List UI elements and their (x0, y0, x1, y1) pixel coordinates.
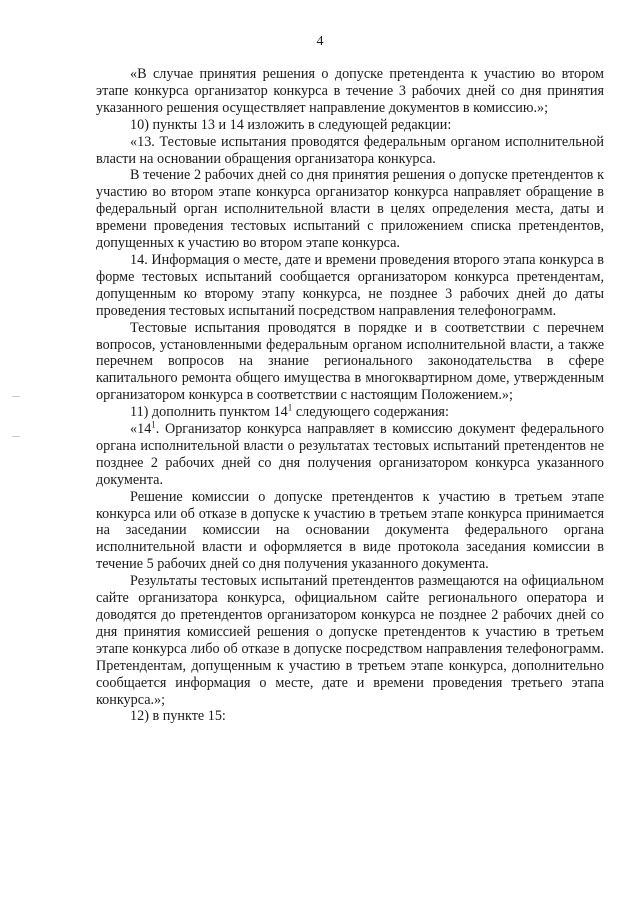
paragraph-clause-14-1-sup: 1 (151, 419, 156, 430)
paragraph-item-11-post: следующего содержания: (292, 404, 449, 421)
paragraph-item-10: 10) пункты 13 и 14 изложить в следующей редакции: (130, 116, 452, 133)
paragraph-item-12: 12) в пункте 15: (130, 708, 226, 725)
paragraph-item-11-pre: 11) дополнить пунктом 14 (130, 404, 288, 421)
paragraph-clause-13-detail: В течение 2 рабочих дней со дня принятия решения о допуске претендентов к участию во втором этапе конкурса организатор конкурса направляет обращение в федеральный орган исполнительной власти в целях определения места, даты и времени проведения тестовых испытаний с приложением списка претендентов, допущенных к участию во втором этапе конкурса. (96, 167, 604, 252)
document-body (96, 66, 604, 725)
paragraph-clause-13: «13. Тестовые испытания проводятся федеральным органом исполнительной власти на основании обращения организатора конкурса. (96, 133, 604, 167)
paragraph-clause-14-1 (96, 421, 604, 489)
paragraph-intro-quote: «В случае принятия решения о допуске претендента к участию во втором этапе конкурса организатор конкурса в течение 3 рабочих дней со дня принятия указанного решения осуществляет направление документов в комиссию.»; (96, 66, 604, 116)
paragraph-item-11 (96, 404, 604, 421)
margin-scan-mark (12, 396, 20, 397)
paragraph-clause-14: 14. Информация о месте, дате и времени проведения второго этапа конкурса в форме тестовых испытаний сообщается организатором конкурса претендентам, допущенным ко второму этапу конкурса, не позднее 3 рабочих дней до даты проведения тестовых испытаний посредством направления телефонограмм. (96, 251, 604, 319)
paragraph-commission-decision: Решение комиссии о допуске претендентов к участию в третьем этапе конкурса или об отказе в допуске к участию в третьем этапе конкурса принимается на заседании комиссии на основании документа федерального органа исполнительной власти и оформляется в виде протокола заседания комиссии в течение 5 рабочих дней со дня получения указанного документа. (96, 488, 604, 573)
margin-scan-mark (12, 436, 20, 437)
paragraph-item-11-sup: 1 (287, 402, 293, 413)
paragraph-clause-14-1-post: . Организатор конкурса направляет в комиссию документ федерального органа исполнительной власти о результатах тестовых испытаний претендентов не позднее 2 рабочих дней со дня получения организатором конкурса указанного документа. (96, 421, 604, 488)
paragraph-clause-14-detail: Тестовые испытания проводятся в порядке и в соответствии с перечнем вопросов, установленными федеральным органом исполнительной власти, а также перечнем вопросов на знание регионального законодательства в сфере капитального ремонта общего имущества в многоквартирном доме, утвержденным организатором конкурса в соответствии с настоящим Положением.»; (96, 319, 604, 404)
paragraph-clause-14-1-pre: «14 (130, 421, 152, 438)
page-number: 4 (316, 34, 324, 49)
paragraph-test-results: Результаты тестовых испытаний претендентов размещаются на официальном сайте организатора конкурса, официальном сайте регионального оператора и доводятся до претендентов организатором конкурса не позднее 2 рабочих дней со дня принятия комиссией решения о допуске претендентов к участию в третьем этапе конкурса либо об отказе в допуске посредством направления телефонограмм. Претендентам, допущенным к участию в третьем этапе конкурса, дополнительно сообщается информация о месте, дате и времени проведения третьего этапа конкурса.»; (96, 573, 604, 708)
